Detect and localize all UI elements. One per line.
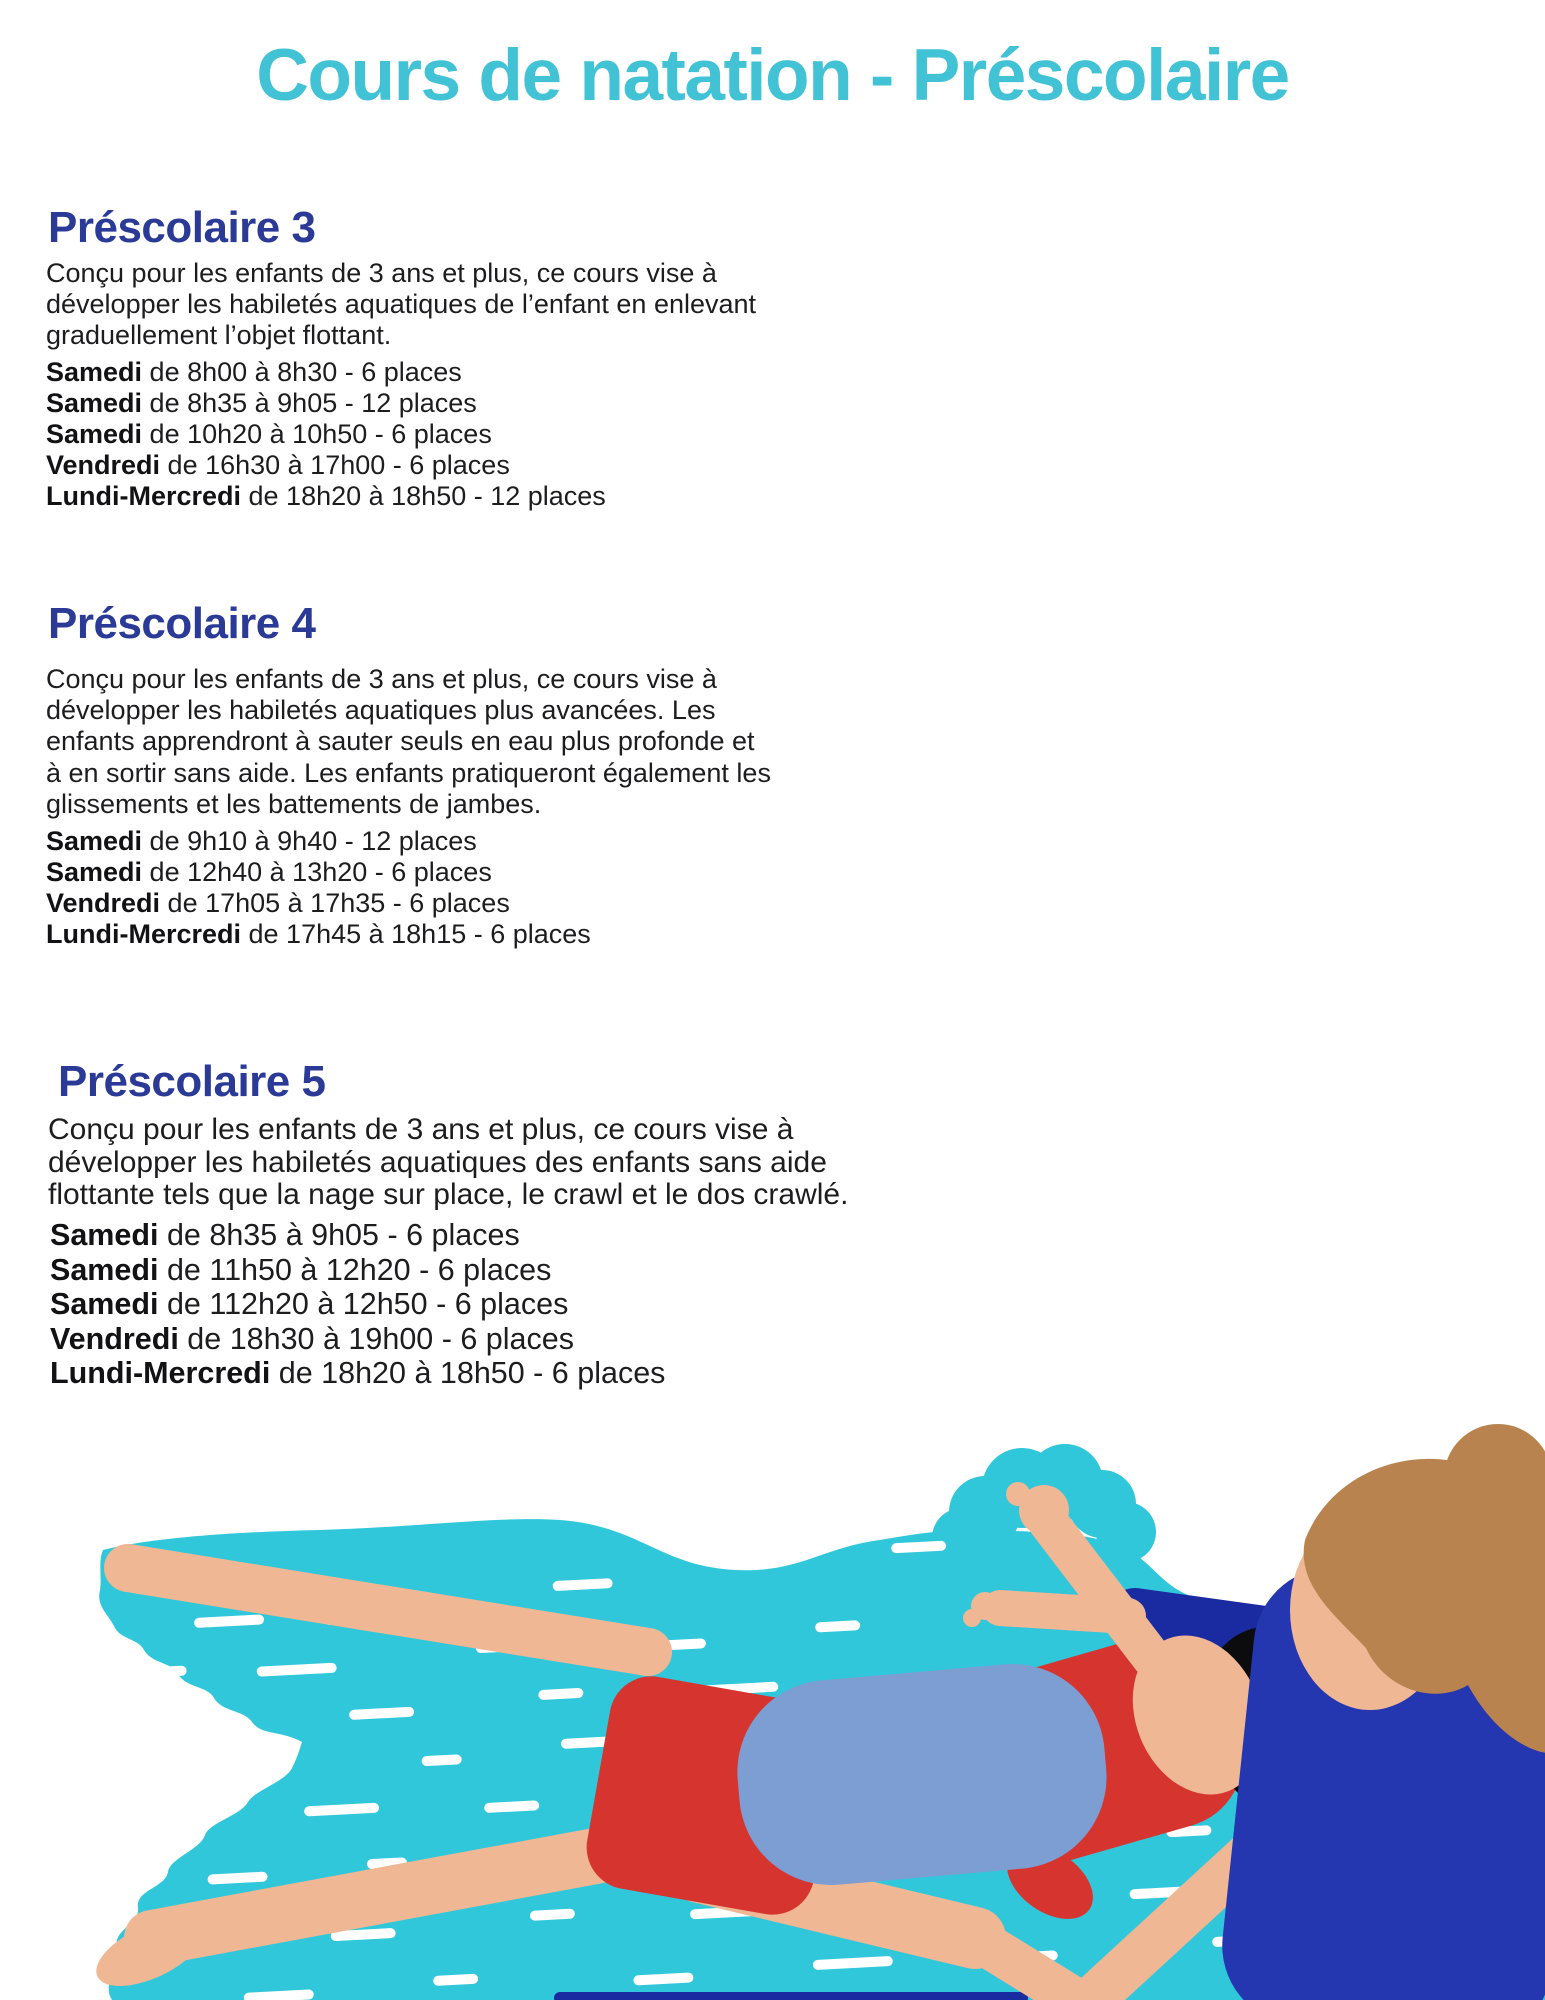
schedule-details: de 8h35 à 9h05 - 12 places bbox=[142, 388, 477, 418]
schedule-day: Lundi-Mercredi bbox=[46, 481, 242, 511]
description-line: à en sortir sans aide. Les enfants pratiqueront également les bbox=[46, 757, 771, 788]
section-heading-prescolaire-4: Préscolaire 4 bbox=[48, 599, 316, 648]
section-heading-prescolaire-3: Préscolaire 3 bbox=[48, 203, 316, 252]
section-description bbox=[48, 1114, 848, 1212]
schedule-row bbox=[46, 919, 591, 950]
schedule-details: de 10h20 à 10h50 - 6 places bbox=[142, 419, 492, 449]
schedule-row bbox=[50, 1287, 665, 1322]
schedule-row bbox=[46, 857, 591, 888]
description-line: flottante tels que la nage sur place, le crawl et le dos crawlé. bbox=[48, 1178, 849, 1212]
schedule-day: Lundi-Mercredi bbox=[46, 919, 242, 949]
description-line: développer les habiletés aquatiques plus avancées. Les bbox=[46, 695, 716, 726]
description-line: graduellement l’objet flottant. bbox=[46, 320, 392, 351]
schedule-day: Vendredi bbox=[50, 1321, 179, 1356]
description-line: Conçu pour les enfants de 3 ans et plus, ce cours vise à bbox=[48, 1113, 794, 1146]
schedule-details: de 17h45 à 18h15 - 6 places bbox=[241, 919, 591, 949]
schedule-details: de 18h20 à 18h50 - 6 places bbox=[270, 1356, 666, 1391]
description-line: glissements et les battements de jambes. bbox=[46, 788, 542, 819]
page-title: Cours de natation - Préscolaire bbox=[256, 35, 1289, 116]
schedule-details: de 9h10 à 9h40 - 12 places bbox=[142, 826, 477, 856]
schedule-row bbox=[46, 481, 606, 512]
schedule-day: Samedi bbox=[46, 826, 143, 856]
schedule-day: Lundi-Mercredi bbox=[50, 1356, 271, 1391]
schedule-details: de 18h20 à 18h50 - 12 places bbox=[241, 481, 606, 511]
schedule-details: de 16h30 à 17h00 - 6 places bbox=[160, 450, 510, 480]
schedule-day: Samedi bbox=[50, 1287, 159, 1322]
schedule-details: de 8h00 à 8h30 - 6 places bbox=[142, 357, 462, 387]
section-schedule bbox=[46, 357, 606, 512]
schedule-day: Samedi bbox=[50, 1218, 159, 1252]
schedule-row bbox=[46, 826, 591, 857]
description-line: développer les habiletés aquatiques de l’enfant en enlevant bbox=[46, 289, 757, 320]
schedule-details: de 11h50 à 12h20 - 6 places bbox=[158, 1252, 552, 1287]
section-description bbox=[46, 664, 771, 820]
bottom-cut-shape bbox=[554, 1992, 1028, 2000]
schedule-row bbox=[50, 1218, 665, 1253]
schedule-row bbox=[46, 388, 606, 419]
schedule-row bbox=[46, 419, 606, 450]
schedule-details: de 12h40 à 13h20 - 6 places bbox=[142, 857, 492, 887]
flotation-belt bbox=[730, 1656, 1114, 1892]
instructor-thumb bbox=[963, 1609, 981, 1627]
schedule-row bbox=[46, 450, 606, 481]
schedule-details: de 112h20 à 12h50 - 6 places bbox=[158, 1287, 569, 1322]
schedule-row bbox=[46, 888, 591, 919]
schedule-day: Vendredi bbox=[46, 450, 161, 480]
section-description bbox=[46, 258, 756, 352]
schedule-row bbox=[46, 357, 606, 388]
schedule-details: de 18h30 à 19h00 - 6 places bbox=[178, 1321, 574, 1356]
description-line: Conçu pour les enfants de 3 ans et plus, ce cours vise à bbox=[46, 258, 717, 288]
schedule-day: Samedi bbox=[46, 388, 143, 418]
schedule-details: de 17h05 à 17h35 - 6 places bbox=[160, 888, 510, 918]
schedule-day: Samedi bbox=[46, 357, 143, 387]
schedule-day: Vendredi bbox=[46, 888, 161, 918]
section-schedule bbox=[46, 826, 591, 950]
schedule-row bbox=[50, 1356, 665, 1391]
schedule-details: de 8h35 à 9h05 - 6 places bbox=[158, 1218, 520, 1252]
schedule-day: Samedi bbox=[46, 419, 143, 449]
child-thumb bbox=[1006, 1482, 1030, 1506]
schedule-day: Samedi bbox=[46, 857, 143, 887]
section-heading-prescolaire-5: Préscolaire 5 bbox=[58, 1057, 326, 1106]
swimming-lesson-illustration bbox=[0, 1420, 1545, 2000]
description-line: enfants apprendront à sauter seuls en eau plus profonde et bbox=[46, 726, 755, 757]
schedule-day: Samedi bbox=[50, 1252, 159, 1287]
schedule-row bbox=[50, 1253, 665, 1288]
schedule-row bbox=[50, 1322, 665, 1357]
description-line: développer les habiletés aquatiques des enfants sans aide bbox=[48, 1145, 827, 1179]
description-line: Conçu pour les enfants de 3 ans et plus, ce cours vise à bbox=[46, 664, 717, 694]
section-schedule bbox=[50, 1218, 665, 1391]
